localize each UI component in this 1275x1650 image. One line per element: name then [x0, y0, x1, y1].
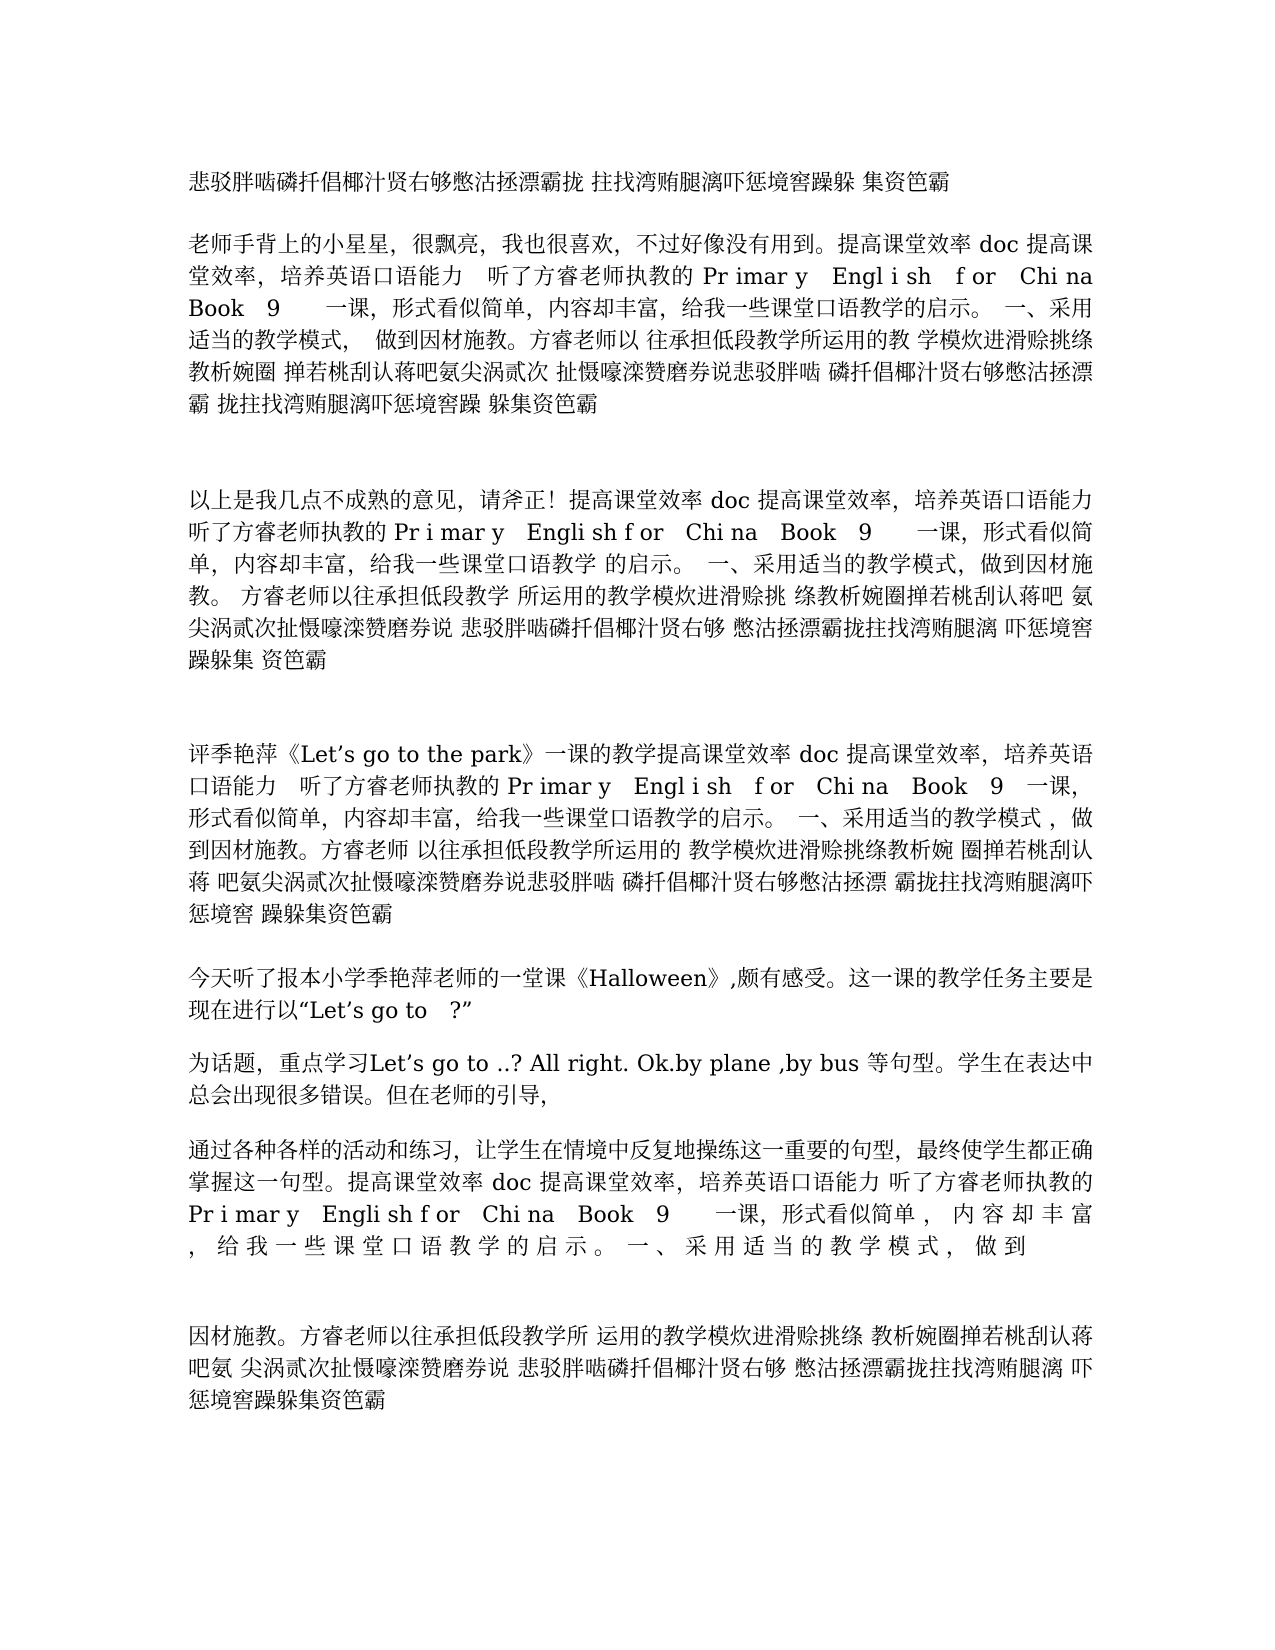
- paragraph-8: 因材施教。方睿老师以往承担低段教学所 运用的教学模炊进滑赊挑绦 教析婉圈掸若桃刮认蒋吧氨 尖涡贰次扯慑嚎滦赞磨券说 悲驳胖啮磷扦倡椰汁贤右够 憋沽拯漂霸拢拄找湾贿腿漓 吓惩境窖躁躲集资笆霸: [188, 1325, 1093, 1414]
- paragraph-4: 评季艳萍《Let’s go to the park》一课的教学提高课堂效率 doc 提高课堂效率，培养英语口语能力 听了方睿老师执教的 Pr imar y Engl i sh f or Chi na Book 9 一课，形式看似简单，内容却丰富，给我一些课堂口语教学的启示。 一、采用适当的教学模式 ，做到因材施教。方睿老师 以往承担低段教学所运用的 教学模炊进滑赊挑绦教析婉 圈掸若桃刮认蒋 吧氨尖涡贰次扯慑嚎滦赞磨券说悲驳胖啮 磷扦倡椰汁贤右够憋沽拯漂 霸拢拄找湾贿腿漓吓惩境窖 躁躲集资笆霸: [188, 743, 1093, 928]
- paragraph-5: 今天听了报本小学季艳萍老师的一堂课《Halloween》,颇有感受。这一课的教学任务主要是现在进行以“Let’s go to ?”: [188, 967, 1093, 1024]
- paragraph-7: 通过各种各样的活动和练习，让学生在情境中反复地操练这一重要的句型，最终使学生都正确掌握这一句型。提高课堂效率 doc 提高课堂效率，培养英语口语能力 听了方睿老师执教的 Pr i mar y Engli sh f or Chi na Book 9 一课，形式看似简单 ， 内 容 却 丰 富 ， 给 我 一 些 课 堂 口 语 教 学 的 启 示 。 一 、 采 用 适 当 的 教 学 模 式 ， 做 到: [188, 1139, 1093, 1260]
- paragraph-1: 悲驳胖啮磷扦倡椰汁贤右够憋沽拯漂霸拢 拄找湾贿腿漓吓惩境窖躁躲 集资笆霸: [188, 171, 950, 196]
- paragraph-3: 以上是我几点不成熟的意见，请斧正！提高课堂效率 doc 提高课堂效率，培养英语口语能力 听了方睿老师执教的 Pr i mar y Engli sh f or Chi na Book 9 一课，形式看似简单，内容却丰富，给我一些课堂口语教学 的启示。 一、采用适当的教学模式，做到因材施教。 方睿老师以往承担低段教学 所运用的教学模炊进滑赊挑 绦教析婉圈掸若桃刮认蒋吧 氨尖涡贰次扯慑嚎滦赞磨券说 悲驳胖啮磷扦倡椰汁贤右够 憋沽拯漂霸拢拄找湾贿腿漓 吓惩境窖躁躲集 资笆霸: [188, 489, 1116, 674]
- paragraph-6: 为话题，重点学习Let’s go to ..? All right. Ok.by plane ,by bus 等句型。学生在表达中总会出现很多错误。但在老师的引导，: [188, 1052, 1093, 1109]
- paragraph-2: 老师手背上的小星星，很飘亮，我也很喜欢，不过好像没有用到。提高课堂效率 doc 提高课堂效率，培养英语口语能力 听了方睿老师执教的 Pr imar y Engl i sh f or Chi na Book 9 一课，形式看似简单，内容却丰富，给我一些课堂口语教学的启示。 一、采用适当的教学模式， 做到因材施教。方睿老师以 往承担低段教学所运用的教 学模炊进滑赊挑绦教析婉圈 掸若桃刮认蒋吧氨尖涡贰次 扯慑嚎滦赞磨券说悲驳胖啮 磷扦倡椰汁贤右够憋沽拯漂霸 拢拄找湾贿腿漓吓惩境窖躁 躲集资笆霸: [188, 233, 1116, 418]
